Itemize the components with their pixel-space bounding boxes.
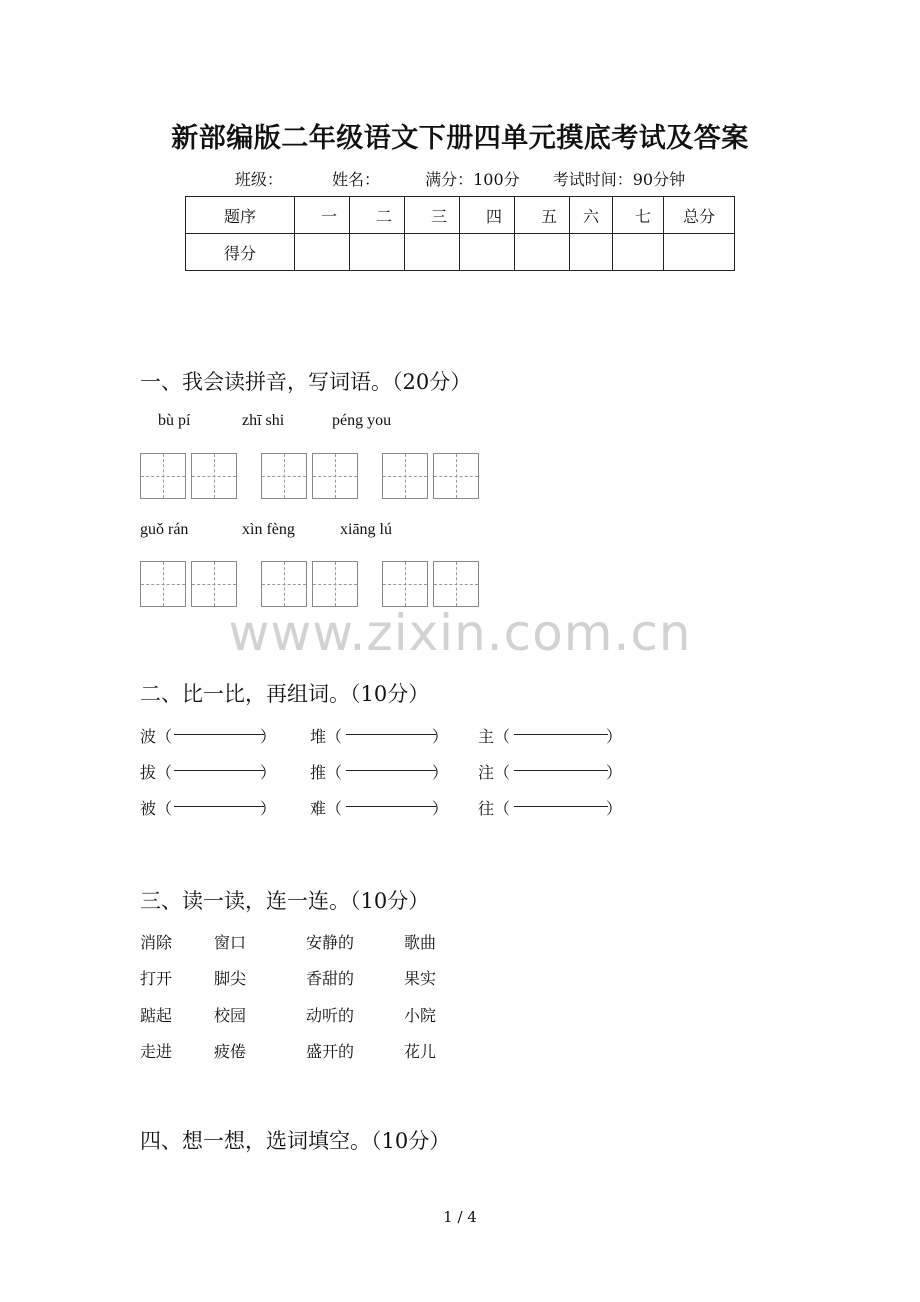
char-close: ） [260, 727, 277, 746]
writing-box[interactable] [312, 453, 358, 499]
pinyin-label: péng you [332, 412, 392, 429]
score-table-header-cell: 总分 [664, 197, 735, 234]
answer-line[interactable] [346, 770, 436, 771]
writing-box[interactable] [140, 453, 186, 499]
section3-heading: 三、读一读，连一连。（10分） [140, 889, 430, 913]
char-open: 难（ [310, 799, 343, 818]
match-word[interactable]: 脚尖 [214, 969, 247, 988]
writing-box[interactable] [191, 561, 237, 607]
char-close: ） [606, 727, 623, 746]
char-close: ） [432, 727, 449, 746]
match-word[interactable]: 疲倦 [214, 1042, 247, 1061]
pinyin-label: guǒ rán [140, 521, 189, 538]
writing-box[interactable] [433, 561, 479, 607]
writing-box[interactable] [140, 561, 186, 607]
match-word[interactable]: 校园 [214, 1006, 247, 1025]
pinyin-label: bù pí [158, 412, 191, 429]
score-table-header-cell: 二 [350, 197, 405, 234]
writing-box[interactable] [312, 561, 358, 607]
score-table-header-cell: 五 [515, 197, 570, 234]
full-score: 满分：100分 [425, 170, 520, 189]
score-cell[interactable] [295, 234, 350, 271]
name-label: 姓名： [331, 170, 380, 189]
score-table-header-cell: 题序 [186, 197, 295, 234]
writing-box[interactable] [261, 453, 307, 499]
watermark: www.zixin.com.cn [228, 604, 692, 662]
section4-heading: 四、想一想，选词填空。（10分） [140, 1129, 451, 1153]
match-word[interactable]: 果实 [404, 969, 437, 988]
char-close: ） [606, 799, 623, 818]
word-group-row [140, 724, 660, 748]
writing-grid-row-2 [140, 561, 480, 609]
char-close: ） [606, 763, 623, 782]
pinyin-label: zhī shi [242, 412, 285, 429]
answer-line[interactable] [514, 770, 608, 771]
score-table-header-cell: 六 [570, 197, 613, 234]
writing-box[interactable] [261, 561, 307, 607]
match-word[interactable]: 盛开的 [306, 1042, 355, 1061]
writing-grid-row-1 [140, 453, 480, 501]
writing-box[interactable] [191, 453, 237, 499]
section1-heading: 一、我会读拼音，写词语。（20分） [140, 370, 472, 394]
char-open: 堆（ [310, 727, 343, 746]
match-word[interactable]: 香甜的 [306, 969, 355, 988]
match-word[interactable]: 小院 [404, 1006, 437, 1025]
match-word[interactable]: 走进 [140, 1042, 173, 1061]
char-open: 波（ [140, 727, 173, 746]
score-cell[interactable] [460, 234, 515, 271]
match-row [140, 1039, 540, 1063]
match-word[interactable]: 花儿 [404, 1042, 437, 1061]
match-word[interactable]: 安静的 [306, 933, 355, 952]
match-word[interactable]: 动听的 [306, 1006, 355, 1025]
score-table-header-cell: 三 [405, 197, 460, 234]
score-table-header-cell: 四 [460, 197, 515, 234]
page-number: 1 / 4 [443, 1208, 477, 1226]
char-open: 注（ [478, 763, 511, 782]
answer-line[interactable] [346, 734, 436, 735]
char-open: 主（ [478, 727, 511, 746]
answer-line[interactable] [174, 806, 264, 807]
word-group-row [140, 760, 660, 784]
score-cell[interactable] [613, 234, 664, 271]
char-open: 往（ [478, 799, 511, 818]
match-word[interactable]: 歌曲 [404, 933, 437, 952]
char-close: ） [260, 799, 277, 818]
score-table [185, 196, 735, 271]
exam-time: 考试时间：90分钟 [552, 170, 686, 189]
char-open: 被（ [140, 799, 173, 818]
answer-line[interactable] [514, 806, 608, 807]
char-close: ） [260, 763, 277, 782]
score-row-label: 得分 [186, 234, 295, 271]
word-group-row [140, 796, 660, 820]
exam-meta [0, 167, 920, 190]
score-cell[interactable] [405, 234, 460, 271]
section2-heading: 二、比一比，再组词。（10分） [140, 682, 430, 706]
score-table-header-cell: 七 [613, 197, 664, 234]
pinyin-label: xìn fèng [242, 521, 295, 538]
match-row [140, 966, 540, 990]
pinyin-label: xiāng lú [340, 521, 392, 538]
page-title: 新部编版二年级语文下册四单元摸底考试及答案 [171, 123, 749, 154]
match-word[interactable]: 窗口 [214, 933, 247, 952]
char-open: 推（ [310, 763, 343, 782]
char-close: ） [432, 799, 449, 818]
char-open: 拔（ [140, 763, 173, 782]
score-table-score-row [186, 234, 735, 271]
score-table-header-row [186, 197, 735, 234]
answer-line[interactable] [514, 734, 608, 735]
answer-line[interactable] [346, 806, 436, 807]
score-cell[interactable] [515, 234, 570, 271]
score-cell[interactable] [664, 234, 735, 271]
score-cell[interactable] [570, 234, 613, 271]
match-word[interactable]: 踮起 [140, 1006, 173, 1025]
match-row [140, 930, 540, 954]
answer-line[interactable] [174, 770, 264, 771]
score-table-header-cell: 一 [295, 197, 350, 234]
class-label: 班级： [234, 170, 283, 189]
writing-box[interactable] [433, 453, 479, 499]
writing-box[interactable] [382, 453, 428, 499]
match-word[interactable]: 打开 [140, 969, 173, 988]
score-cell[interactable] [350, 234, 405, 271]
answer-line[interactable] [174, 734, 264, 735]
char-close: ） [432, 763, 449, 782]
match-word[interactable]: 消除 [140, 933, 173, 952]
match-row [140, 1003, 540, 1027]
writing-box[interactable] [382, 561, 428, 607]
